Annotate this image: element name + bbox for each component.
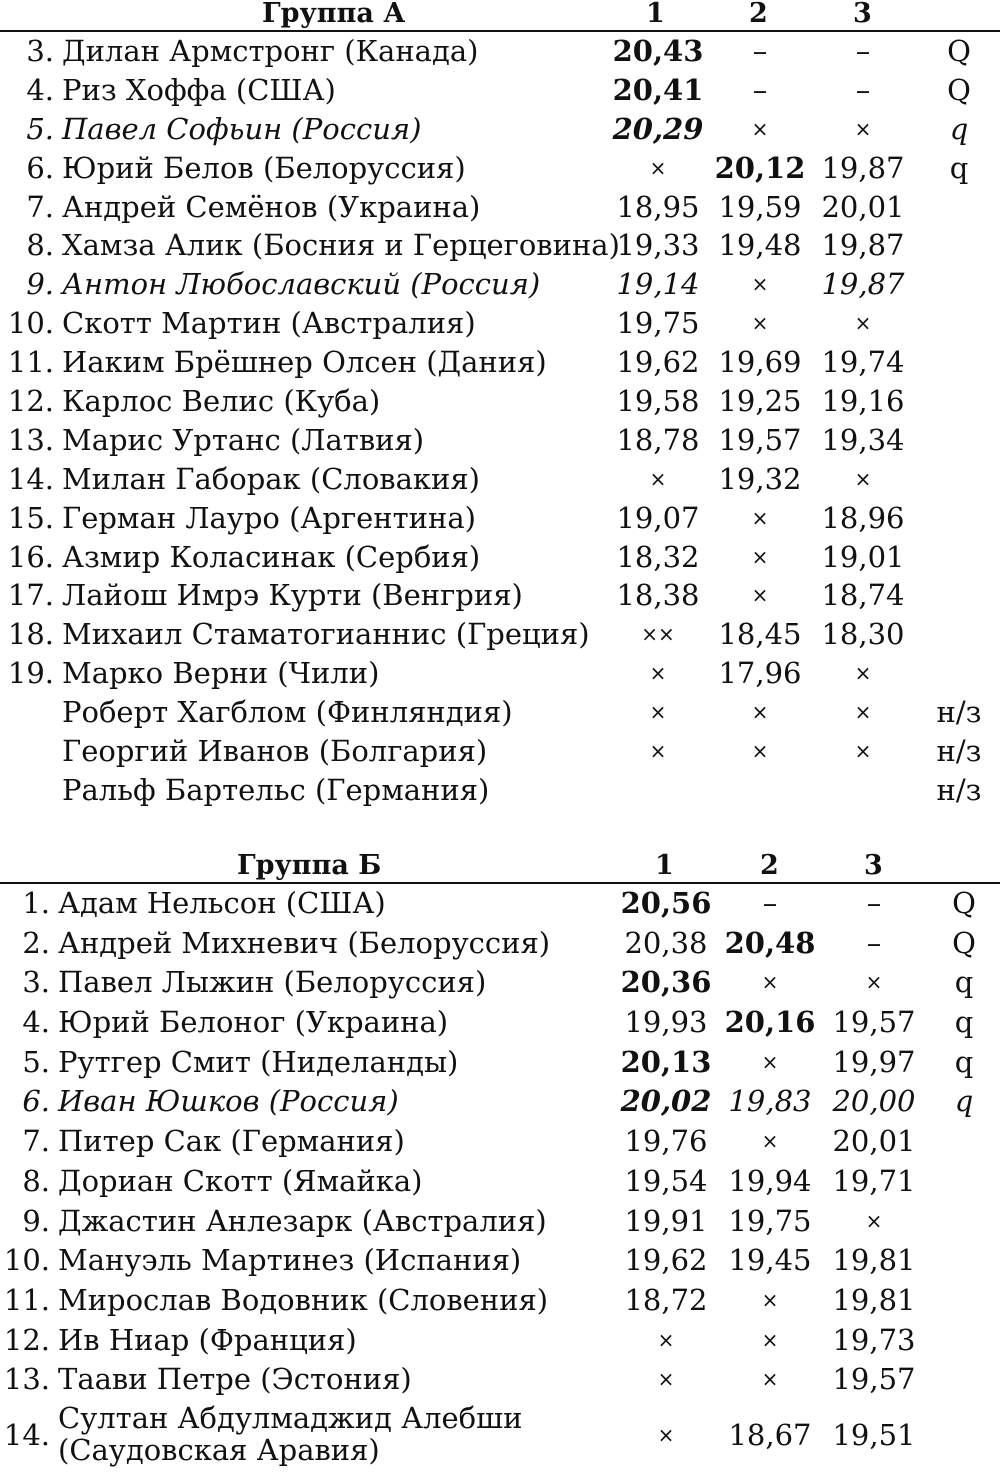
rank: 2. — [22, 925, 50, 960]
rank: 8. — [22, 1163, 50, 1198]
athlete-name: Андрей Семёнов (Украина) — [62, 189, 481, 224]
attempt-2: 19,94 — [728, 1163, 812, 1198]
results-table — [0, 884, 1000, 1470]
rank: 11. — [7, 345, 54, 380]
attempt-1: 18,78 — [616, 422, 700, 457]
attempt-2: 19,25 — [718, 384, 802, 419]
athlete-name: Дилан Армстронг (Канада) — [62, 34, 479, 68]
rank: 13. — [7, 422, 54, 457]
attempt-2: – — [762, 886, 778, 920]
attempt-1: 20,13 — [620, 1044, 712, 1079]
attempt-2: 19,75 — [728, 1203, 812, 1238]
rank: 3. — [22, 965, 50, 1000]
rank: 9. — [26, 267, 54, 302]
attempt-1: 20,41 — [612, 72, 704, 107]
attempt-2: – — [752, 34, 768, 68]
qualification-flag: н/з — [936, 695, 982, 730]
attempt-3: × — [854, 116, 872, 141]
athlete-name: Андрей Михневич (Белоруссия) — [58, 925, 551, 960]
athlete-name: Иаким Брёшнер Олсен (Дания) — [62, 345, 547, 380]
qualification-flag: Q — [952, 886, 976, 920]
rank: 6. — [22, 1084, 50, 1119]
athlete-name: Ив Ниар (Франция) — [58, 1322, 357, 1357]
table-row — [0, 693, 1000, 732]
attempt-2: 19,83 — [728, 1084, 812, 1119]
table-row — [0, 265, 1000, 304]
attempt-2: 20,48 — [724, 925, 816, 960]
group-header — [0, 852, 1000, 884]
rank: 10. — [7, 306, 54, 341]
table-row — [0, 499, 1000, 538]
athlete-name: Рутгер Смит (Ниделанды) — [58, 1044, 459, 1079]
attempt-2: × — [751, 739, 769, 764]
attempt-2: 19,32 — [718, 461, 802, 496]
rank: 6. — [26, 150, 54, 185]
qualification-flag: н/з — [936, 734, 982, 769]
attempt-1: × — [649, 700, 667, 725]
table-row — [0, 1043, 1000, 1083]
attempt-1: 19,62 — [616, 345, 700, 380]
attempt-1: 19,91 — [624, 1203, 708, 1238]
attempt-1: ×× — [641, 622, 675, 647]
attempt-3: – — [855, 72, 871, 107]
athlete-name-line-2: (Саудовская Аравия) — [58, 1432, 380, 1467]
attempt-1: 18,95 — [616, 189, 700, 224]
rank: 4. — [26, 72, 54, 107]
group-b — [0, 852, 1000, 1470]
table-row — [0, 615, 1000, 654]
table-row — [0, 884, 1000, 924]
attempt-1: 19,93 — [624, 1005, 708, 1040]
athlete-name: Ральф Бартельс (Германия) — [62, 772, 490, 807]
attempt-1: × — [657, 1327, 675, 1352]
athlete-name: Павел Софьин (Россия) — [62, 111, 422, 146]
qualification-flag: q — [954, 1005, 974, 1040]
athlete-name: Адам Нельсон (США) — [58, 886, 386, 920]
attempt-3: × — [854, 700, 872, 725]
attempt-1: 19,58 — [616, 384, 700, 419]
athlete-name: Азмир Коласинак (Сербия) — [62, 539, 481, 574]
table-row — [0, 32, 1000, 71]
rank: 14. — [7, 461, 54, 496]
qualification-flag: q — [954, 1044, 974, 1079]
table-row — [0, 304, 1000, 343]
attempt-1: 19,33 — [616, 228, 700, 263]
athlete-name: Джастин Анлезарк (Австралия) — [58, 1203, 547, 1238]
rank: 12. — [3, 1322, 50, 1357]
qualification-flag: q — [949, 150, 969, 185]
attempt-2: – — [752, 72, 768, 107]
rank: 14. — [3, 1417, 50, 1452]
rank: 7. — [22, 1124, 50, 1159]
rank: 19. — [7, 656, 54, 691]
attempt-2: 17,96 — [718, 656, 802, 691]
athlete-name: Юрий Белоног (Украина) — [58, 1005, 449, 1040]
table-row — [0, 1400, 1000, 1470]
attempt-1: 18,72 — [624, 1282, 708, 1317]
attempt-1: 20,38 — [624, 925, 708, 960]
rank: 7. — [26, 189, 54, 224]
attempt-3: × — [865, 1208, 883, 1233]
attempt-1: 20,36 — [620, 965, 712, 1000]
athlete-name: Павел Лыжин (Белоруссия) — [58, 965, 487, 1000]
attempt-3: × — [854, 739, 872, 764]
attempt-1: 19,54 — [624, 1163, 708, 1198]
rank: 16. — [7, 539, 54, 574]
athlete-name-line-1: Султан Абдулмаджид Алебши — [58, 1400, 523, 1435]
table-row — [0, 654, 1000, 693]
rank: 5. — [26, 111, 54, 146]
rank: 11. — [3, 1282, 50, 1317]
qualification-flag: Q — [947, 34, 971, 68]
attempt-1: 19,07 — [616, 500, 700, 535]
athlete-name: Марко Верни (Чили) — [62, 656, 380, 691]
table-row — [0, 1241, 1000, 1281]
attempt-1: 19,76 — [624, 1124, 708, 1159]
qualification-flag: н/з — [936, 772, 982, 807]
attempt-3: 19,34 — [821, 422, 905, 457]
col-header-1: 1 — [655, 850, 674, 881]
attempt-2: 19,45 — [728, 1243, 812, 1278]
table-row — [0, 576, 1000, 615]
attempt-3: 18,74 — [821, 578, 905, 613]
athlete-name: Питер Сак (Германия) — [58, 1124, 405, 1159]
qualification-flag: q — [954, 1084, 974, 1119]
attempt-1: 20,56 — [620, 886, 712, 920]
table-row — [0, 1281, 1000, 1321]
table-row — [0, 771, 1000, 810]
attempt-3: 20,00 — [832, 1084, 916, 1119]
rank: 10. — [3, 1243, 50, 1278]
attempt-2: × — [751, 544, 769, 569]
results-table — [0, 32, 1000, 810]
athlete-name: Михаил Стаматогианнис (Греция) — [62, 617, 590, 652]
athlete-name: Риз Хоффа (США) — [62, 72, 336, 107]
attempt-3: – — [866, 925, 882, 960]
attempt-3: 20,01 — [832, 1124, 916, 1159]
rank: 1. — [22, 886, 50, 920]
athlete-name — [58, 1402, 522, 1466]
athlete-name: Скотт Мартин (Австралия) — [62, 306, 476, 341]
attempt-1: × — [657, 1367, 675, 1392]
attempt-2: × — [751, 505, 769, 530]
attempt-1: 20,29 — [612, 111, 704, 146]
table-row — [0, 460, 1000, 499]
attempt-2: × — [761, 1367, 779, 1392]
attempt-2: 20,16 — [724, 1005, 816, 1040]
table-row — [0, 226, 1000, 265]
rank: 3. — [26, 34, 54, 68]
attempt-1: × — [649, 661, 667, 686]
table-row — [0, 382, 1000, 421]
qualification-flag: Q — [947, 72, 971, 107]
attempt-1: × — [649, 739, 667, 764]
rank: 4. — [22, 1005, 50, 1040]
qualification-flag: q — [954, 965, 974, 1000]
attempt-1: × — [657, 1422, 675, 1447]
attempt-1: 18,38 — [616, 578, 700, 613]
attempt-2: × — [761, 1327, 779, 1352]
attempt-3: 18,30 — [821, 617, 905, 652]
qualification-flag: q — [949, 111, 969, 146]
table-row — [0, 71, 1000, 110]
attempt-1: 19,75 — [616, 306, 700, 341]
attempt-2: × — [751, 700, 769, 725]
attempt-3: 19,87 — [821, 150, 905, 185]
attempt-2: × — [761, 1129, 779, 1154]
attempt-1: 19,14 — [616, 267, 700, 302]
attempt-3: 19,97 — [832, 1044, 916, 1079]
attempt-3: × — [854, 661, 872, 686]
rank: 12. — [7, 384, 54, 419]
rank: 18. — [7, 617, 54, 652]
athlete-name: Мирослав Водовник (Словения) — [58, 1282, 549, 1317]
group-title: Группа Б — [237, 850, 382, 881]
attempt-2: × — [751, 583, 769, 608]
attempt-1: × — [649, 466, 667, 491]
table-row — [0, 963, 1000, 1003]
athlete-name: Георгий Иванов (Болгария) — [62, 734, 488, 769]
athlete-name: Марис Уртанс (Латвия) — [62, 422, 425, 457]
attempt-3: – — [866, 886, 882, 920]
attempt-1: 20,43 — [612, 34, 704, 68]
attempt-3: 19,57 — [832, 1005, 916, 1040]
rank: 15. — [7, 500, 54, 535]
col-header-2: 2 — [760, 850, 779, 881]
col-header-1: 1 — [646, 0, 665, 29]
attempt-2: 19,57 — [718, 422, 802, 457]
table-row — [0, 110, 1000, 149]
table-row — [0, 188, 1000, 227]
table-row — [0, 1360, 1000, 1400]
athlete-name: Карлос Велис (Куба) — [62, 384, 381, 419]
athlete-name: Таави Петре (Эстония) — [58, 1362, 412, 1397]
group-title: Группа А — [262, 0, 406, 29]
table-row — [0, 343, 1000, 382]
attempt-3: 19,87 — [821, 267, 905, 302]
athlete-name: Мануэль Мартинез (Испания) — [58, 1243, 522, 1278]
athlete-name: Роберт Хагблом (Финляндия) — [62, 695, 513, 730]
table-row — [0, 924, 1000, 964]
attempt-1: 20,02 — [620, 1084, 712, 1119]
attempt-3: 19,87 — [821, 228, 905, 263]
table-row — [0, 421, 1000, 460]
attempt-3: × — [865, 970, 883, 995]
table-row — [0, 149, 1000, 188]
attempt-3: 19,51 — [832, 1417, 916, 1452]
attempt-2: × — [761, 970, 779, 995]
attempt-2: × — [751, 116, 769, 141]
attempt-1: 19,62 — [624, 1243, 708, 1278]
attempt-3: 19,81 — [832, 1282, 916, 1317]
col-header-3: 3 — [864, 850, 883, 881]
attempt-2: × — [751, 272, 769, 297]
athlete-name: Хамза Алик (Босния и Герцеговина) — [62, 228, 620, 263]
attempt-3: 19,71 — [832, 1163, 916, 1198]
attempt-1: × — [649, 155, 667, 180]
col-header-2: 2 — [749, 0, 768, 29]
table-row — [0, 732, 1000, 771]
group-header — [0, 0, 1000, 32]
table-row — [0, 1202, 1000, 1242]
attempt-3: 19,01 — [821, 539, 905, 574]
attempt-2: 20,12 — [714, 150, 806, 185]
athlete-name: Лайош Имрэ Курти (Венгрия) — [62, 578, 523, 613]
attempt-2: 19,69 — [718, 345, 802, 380]
athlete-name: Герман Лауро (Аргентина) — [62, 500, 476, 535]
attempt-2: 19,48 — [718, 228, 802, 263]
attempt-3: 19,74 — [821, 345, 905, 380]
rank: 17. — [7, 578, 54, 613]
rank: 9. — [22, 1203, 50, 1238]
attempt-3: 19,16 — [821, 384, 905, 419]
attempt-2: 18,45 — [718, 617, 802, 652]
table-row — [0, 1122, 1000, 1162]
attempt-3: 19,73 — [832, 1322, 916, 1357]
attempt-3: 19,57 — [832, 1362, 916, 1397]
athlete-name: Юрий Белов (Белоруссия) — [62, 150, 466, 185]
table-row — [0, 1162, 1000, 1202]
col-header-3: 3 — [853, 0, 872, 29]
attempt-1: 18,32 — [616, 539, 700, 574]
attempt-2: × — [761, 1049, 779, 1074]
rank: 8. — [26, 228, 54, 263]
qualification-flag: Q — [952, 925, 976, 960]
table-row — [0, 1082, 1000, 1122]
attempt-2: × — [761, 1287, 779, 1312]
attempt-3: 19,81 — [832, 1243, 916, 1278]
athlete-name: Милан Габорак (Словакия) — [62, 461, 480, 496]
athlete-name: Иван Юшков (Россия) — [58, 1084, 399, 1119]
rank: 13. — [3, 1362, 50, 1397]
attempt-2: 19,59 — [718, 189, 802, 224]
attempt-3: × — [854, 466, 872, 491]
attempt-3: × — [854, 311, 872, 336]
attempt-3: 18,96 — [821, 500, 905, 535]
table-row — [0, 538, 1000, 577]
table-row — [0, 1003, 1000, 1043]
athlete-name: Дориан Скотт (Ямайка) — [58, 1163, 423, 1198]
attempt-2: 18,67 — [728, 1417, 812, 1452]
rank: 5. — [22, 1044, 50, 1079]
attempt-3: – — [855, 34, 871, 68]
table-row — [0, 1321, 1000, 1361]
attempt-2: × — [751, 311, 769, 336]
athlete-name: Антон Любославский (Россия) — [62, 267, 541, 302]
attempt-3: 20,01 — [821, 189, 905, 224]
